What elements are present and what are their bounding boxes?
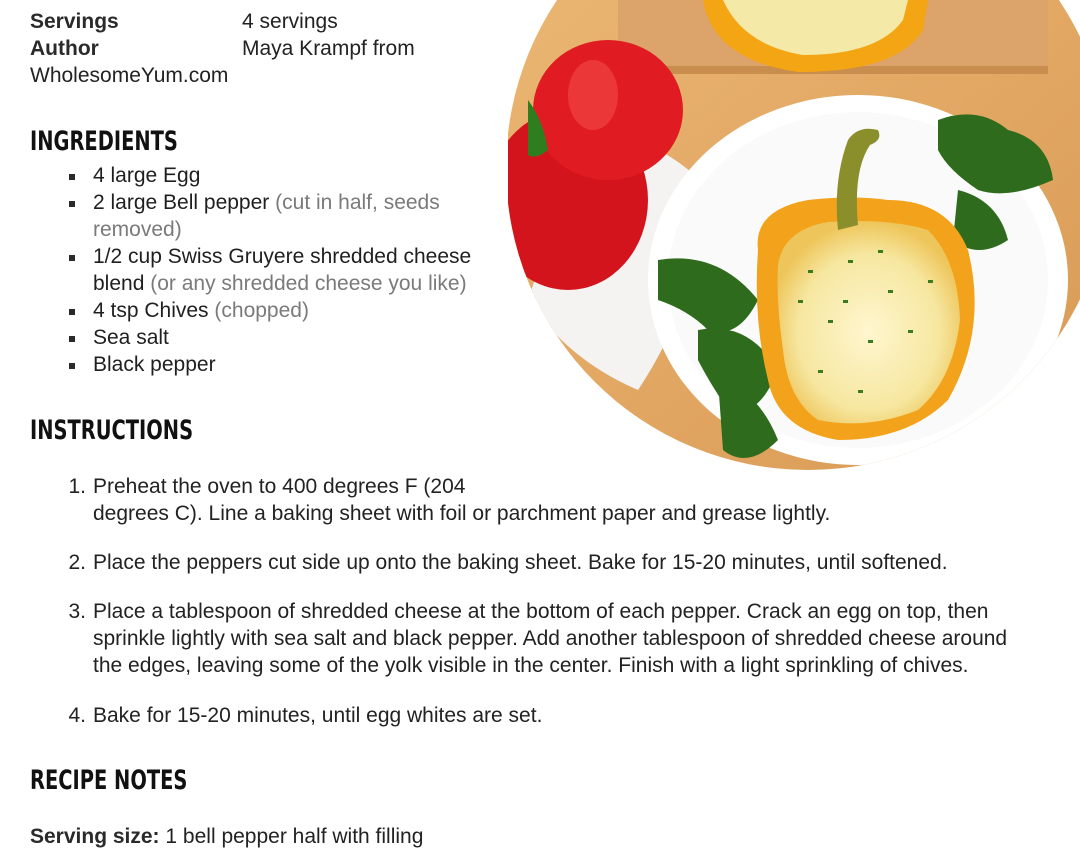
servings-label: Servings	[30, 10, 119, 33]
serving-size	[30, 823, 423, 850]
step-number: 2.	[68, 551, 86, 574]
ingredients-list	[60, 162, 500, 378]
author-row	[30, 35, 415, 62]
step-text	[93, 702, 542, 729]
instruction-step	[60, 702, 1070, 729]
ingredient-note: (or any shredded cheese you like)	[150, 272, 467, 295]
instruction-step	[60, 598, 1070, 679]
recipe-notes-heading: RECIPE NOTES	[30, 765, 188, 796]
recipe-photo	[508, 0, 1080, 470]
ingredient-text: 4 tsp Chives	[93, 299, 209, 322]
author-website[interactable]: WholesomeYum.com	[30, 64, 229, 87]
instructions-heading: INSTRUCTIONS	[30, 415, 194, 446]
ingredient-item	[60, 324, 500, 351]
step-line: Bake for 15-20 minutes, until egg whites are set.	[93, 704, 543, 727]
step-line: Preheat the oven to 400 degrees F (204	[93, 475, 466, 498]
ingredient-text: 1/2 cup Swiss Gruyere shredded cheese blend	[93, 245, 472, 295]
photo-circle	[508, 0, 1080, 470]
author-label: Author	[30, 37, 99, 60]
step-text	[93, 549, 948, 576]
step-line: degrees C). Line a baking sheet with foil or parchment paper and grease lightly.	[93, 502, 831, 525]
step-line: Place the peppers cut side up onto the baking sheet. Bake for 15-20 minutes, until softened.	[93, 551, 948, 574]
ingredients-heading: INGREDIENTS	[30, 126, 178, 157]
serving-size-label: Serving size:	[30, 825, 160, 848]
instruction-step	[60, 549, 1070, 576]
step-text	[93, 473, 830, 527]
step-number: 3.	[68, 600, 86, 623]
ingredient-text: Sea salt	[93, 326, 169, 349]
ingredient-text: 2 large Bell pepper	[93, 191, 270, 214]
step-line: Place a tablespoon of shredded cheese at the bottom of each pepper. Crack an egg on top, then	[93, 600, 989, 623]
ingredient-item	[60, 162, 500, 189]
ingredient-item	[60, 351, 500, 378]
ingredient-item	[60, 243, 500, 297]
serving-size-value: 1 bell pepper half with filling	[165, 825, 424, 848]
ingredient-note: (cut in half, seeds removed)	[93, 191, 440, 241]
ingredient-item	[60, 297, 500, 324]
step-line: sprinkle lightly with sea salt and black pepper. Add another tablespoon of shredded cheese around	[93, 627, 1008, 650]
servings-value: 4 servings	[242, 10, 338, 33]
step-line: the edges, leaving some of the yolk visible in the center. Finish with a light sprinkling of chives.	[93, 654, 969, 677]
step-text	[93, 598, 1007, 679]
ingredient-text: Black pepper	[93, 353, 216, 376]
servings-row	[30, 8, 338, 35]
step-number: 4.	[68, 704, 86, 727]
step-number: 1.	[68, 475, 86, 498]
ingredient-item	[60, 189, 500, 243]
ingredient-note: (chopped)	[214, 299, 309, 322]
author-value: Maya Krampf from	[242, 37, 415, 60]
instruction-step	[60, 473, 1070, 527]
ingredient-text: 4 large Egg	[93, 164, 201, 187]
